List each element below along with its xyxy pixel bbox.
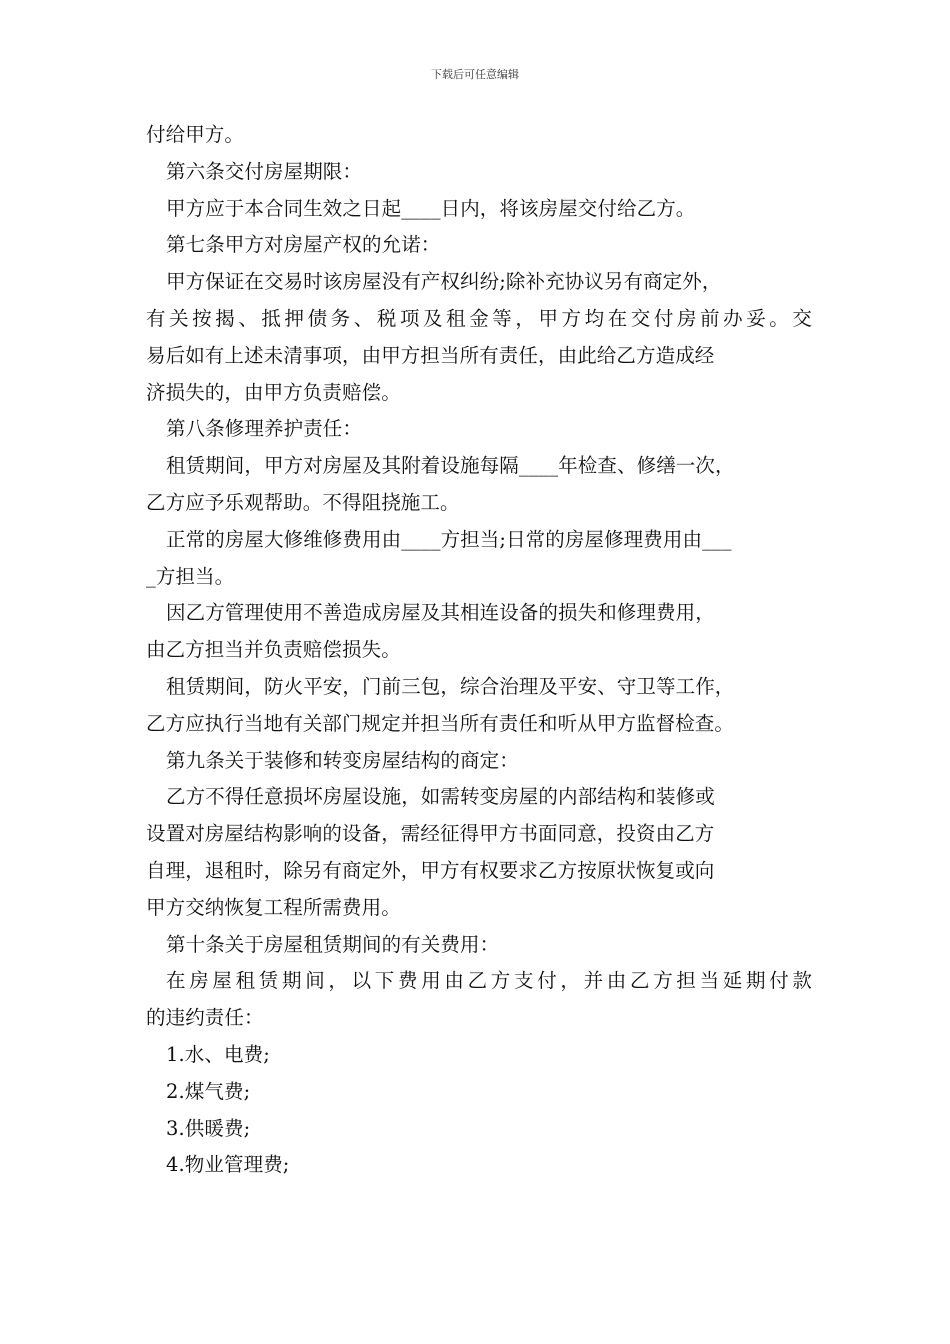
text-line: 甲方应于本合同生效之日起____日内，将该房屋交付给乙方。 — [166, 196, 696, 220]
text-line: 租赁期间，甲方对房屋及其附着设施每隔____年检查、修缮一次， — [166, 454, 735, 478]
text-line: 第十条关于房屋租赁期间的有关费用： — [166, 932, 500, 956]
text-line: 由乙方担当并负责赔偿损失。 — [146, 638, 401, 662]
text-line: 第六条交付房屋期限： — [166, 159, 363, 183]
text-line: _方担当。 — [146, 564, 235, 588]
page-header: 下载后可任意编辑 — [431, 68, 519, 81]
list-item: 1.水、电费; — [166, 1042, 270, 1066]
text-line: 第八条修理养护责任： — [166, 417, 363, 441]
text-line: 正常的房屋大修维修费用由____方担当;日常的房屋修理费用由___ — [166, 527, 732, 551]
text-line: 乙方不得任意损坏房屋设施，如需转变房屋的内部结构和装修或 — [166, 785, 715, 809]
text-line: 租赁期间，防火平安，门前三包，综合治理及平安、守卫等工作， — [166, 674, 735, 698]
text-line: 济损失的，由甲方负责赔偿。 — [146, 380, 401, 404]
text-line: 设置对房屋结构影响的设备，需经征得甲方书面同意，投资由乙方 — [146, 822, 715, 846]
text-line: 在房屋租赁期间，以下费用由乙方支付，并由乙方担当延期付款 — [166, 969, 812, 993]
list-item: 3.供暖费; — [166, 1116, 251, 1140]
text-line: 易后如有上述未清事项，由甲方担当所有责任，由此给乙方造成经 — [146, 343, 715, 367]
text-line: 乙方应执行当地有关部门规定并担当所有责任和听从甲方监督检查。 — [146, 711, 735, 735]
document-body — [146, 117, 812, 1184]
text-line: 第九条关于装修和转变房屋结构的商定： — [166, 748, 519, 772]
text-line: 乙方应予乐观帮助。不得阻挠施工。 — [146, 490, 460, 514]
text-line: 有关按揭、抵押债务、税项及租金等，甲方均在交付房前办妥。交 — [146, 306, 812, 330]
text-line: 甲方保证在交易时该房屋没有产权纠纷;除补充协议另有商定外， — [166, 270, 722, 294]
text-line: 付给甲方。 — [146, 123, 245, 146]
text-line: 因乙方管理使用不善造成房屋及其相连设备的损失和修理费用， — [166, 601, 715, 625]
list-item: 4.物业管理费; — [166, 1153, 290, 1177]
text-line: 甲方交纳恢复工程所需费用。 — [146, 895, 401, 919]
list-item: 2.煤气费; — [166, 1079, 251, 1103]
text-line: 的违约责任： — [146, 1006, 264, 1030]
text-line: 自理，退租时，除另有商定外，甲方有权要求乙方按原状恢复或向 — [146, 858, 715, 882]
text-line: 第七条甲方对房屋产权的允诺： — [166, 233, 441, 257]
